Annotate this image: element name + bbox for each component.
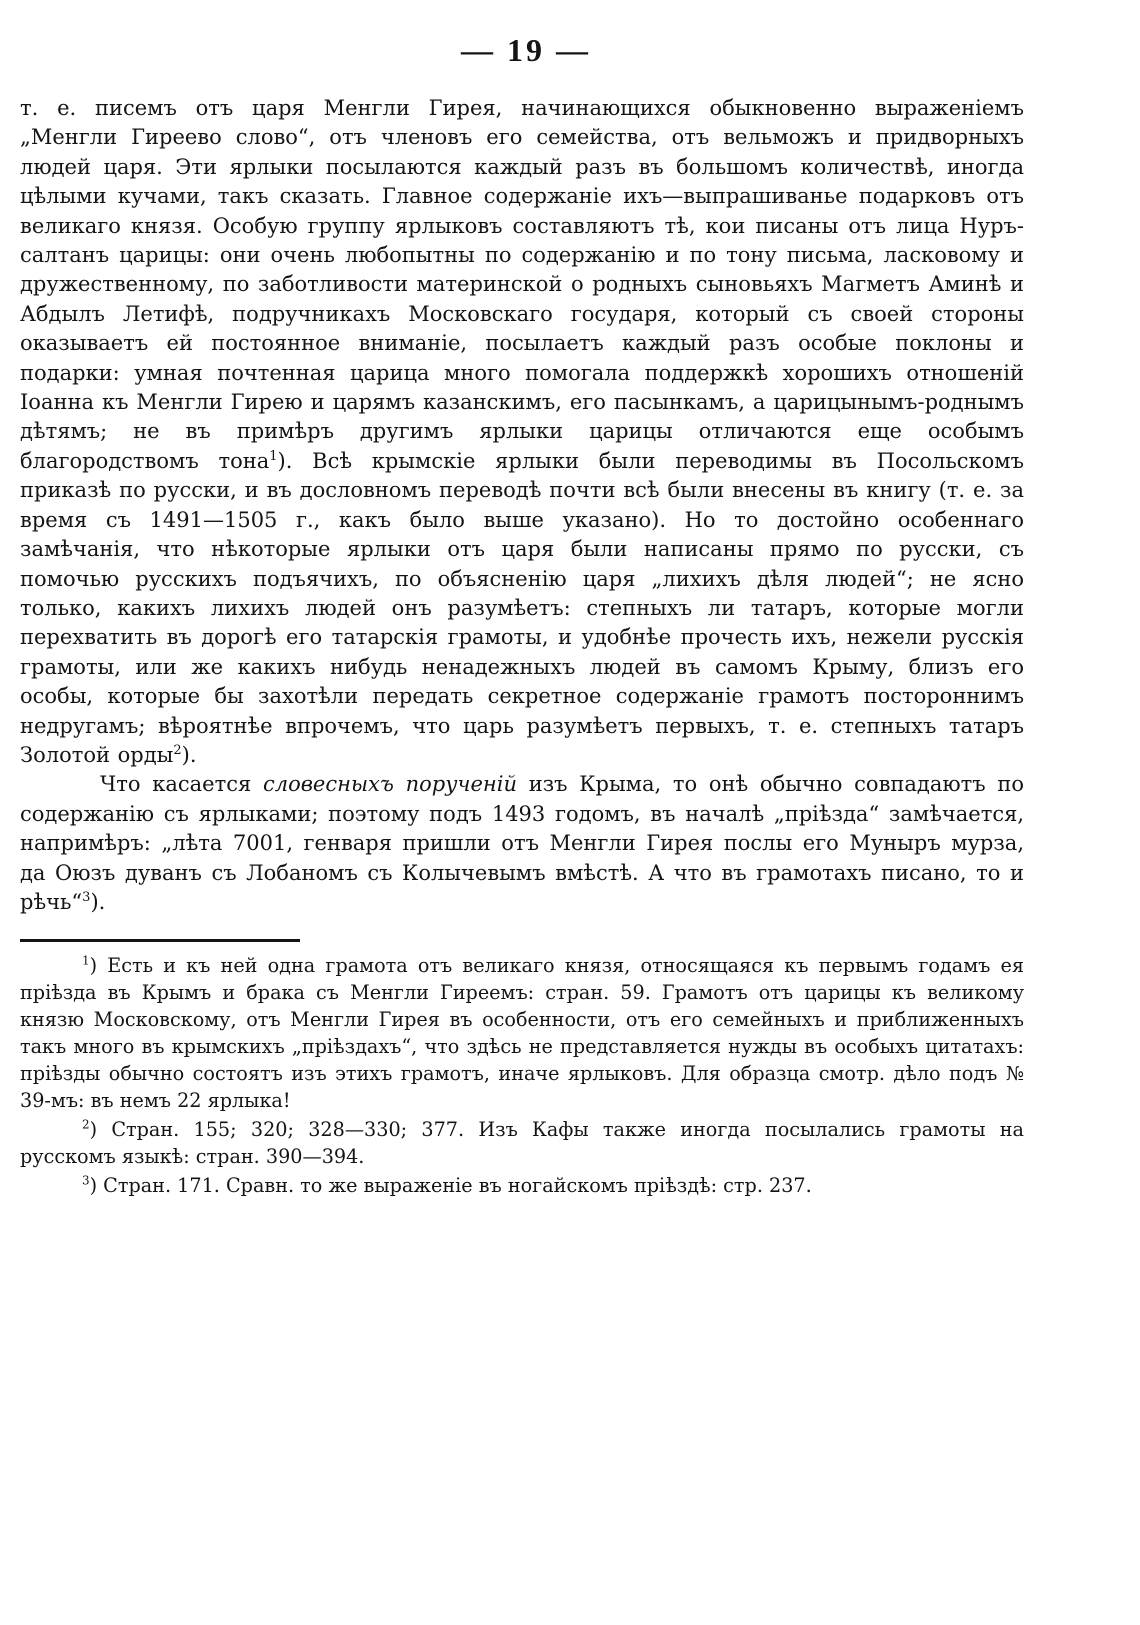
- page-number: — 19 —: [461, 32, 591, 68]
- footnote-2: [20, 1116, 1024, 1170]
- main-text: [20, 94, 1024, 917]
- paragraph-2-start: Что касается: [100, 772, 263, 797]
- footnotes: [20, 952, 1024, 1199]
- footnote-ref-1[interactable]: 1: [269, 448, 278, 464]
- footnote-3: [20, 1172, 1024, 1199]
- footnote-ref-3[interactable]: 3: [82, 889, 91, 905]
- paragraph-1-text: т. е. писемъ отъ царя Менгли Гирея, начинающихся обыкновенно выраженіемъ „Менгли Гиреево слово“, отъ членовъ его семейства, отъ вельможъ и придворныхъ людей царя. Эти ярлыки посылаются каждый разъ въ большомъ количествѣ, иногда цѣлыми кучами, такъ сказать. Главное содержаніе ихъ—выпрашиванье подарковъ отъ великаго князя. Особую группу ярлыковъ составляютъ тѣ, кои писаны отъ лица Нуръ-салтанъ царицы: они очень любопытны по содержанію и по тону письма, ласковому и дружественному, по заботливости материнской о родныхъ сыновьяхъ Магметъ Аминѣ и Абдылъ Летифѣ, подручникахъ Московскаго государя, который съ своей стороны оказываетъ ей постоянное вниманіе, посылаетъ каждый разъ особые поклоны и подарки: умная почтенная царица много помогала поддержкѣ хорошихъ отношеній Іоанна къ Менгли Гирею и царямъ казанскимъ, его пасынкамъ, а царицынымъ-роднымъ дѣтямъ; не въ примѣръ другимъ ярлыки царицы отличаются еще особымъ благородствомъ тона: [20, 96, 1024, 473]
- footnote-divider: [20, 939, 300, 942]
- footnote-3-marker: 3: [82, 1173, 90, 1188]
- footnote-2-text: ) Стран. 155; 320; 328—330; 377. Изъ Кафы также иногда посылались грамоты на русскомъ языкѣ: стран. 390—394.: [20, 1118, 1024, 1169]
- footnote-1-marker: 1: [82, 953, 90, 968]
- paragraph-2: [20, 770, 1024, 917]
- paragraph-1-end: ).: [181, 742, 197, 767]
- paragraph-2-end: ).: [90, 889, 106, 914]
- paragraph-1: [20, 94, 1024, 770]
- footnote-3-text: ) Стран. 171. Сравн. то же выраженіе въ ногайскомъ пріѣздѣ: стр. 237.: [89, 1174, 812, 1198]
- paragraph-1-continuation: ). Всѣ крымскіе ярлыки были переводимы въ Посольскомъ приказѣ по русски, и въ дословномъ переводѣ почти всѣ были внесены въ книгу (т. е. за время съ 1491—1505 г., какъ было выше указано). Но то достойно особеннаго замѣчанія, что нѣкоторые ярлыки отъ царя были написаны прямо по русски, съ помочью русскихъ подъячихъ, по объясненію царя „лихихъ дѣля людей“; не ясно только, какихъ лихихъ людей онъ разумѣетъ: степныхъ ли татаръ, которые могли перехватить въ дорогѣ его татарскія грамоты, и удобнѣе прочесть ихъ, нежели русскія грамоты, или же какихъ нибудь ненадежныхъ людей въ самомъ Крыму, близъ его особы, которые бы захотѣли передать секретное содержаніе грамотъ постороннимъ недругамъ; вѣроятнѣе впрочемъ, что царь разумѣетъ первыхъ, т. е. степныхъ татаръ Золотой орды: [20, 448, 1024, 767]
- paragraph-2-text: изъ Крыма, то онѣ обычно совпадаютъ по содержанію съ ярлыками; поэтому подъ 1493 годомъ, въ началѣ „пріѣзда“ замѣчается, напримѣръ: „лѣта 7001, генваря пришли отъ Менгли Гирея послы его Муныръ мурза, да Оюзъ дуванъ съ Лобаномъ съ Колычевымъ вмѣстѣ. А что въ грамотахъ писано, то и рѣчь“: [20, 772, 1024, 914]
- footnote-2-marker: 2: [82, 1117, 90, 1132]
- footnote-1-text: ) Есть и къ ней одна грамота отъ великаго князя, относящаяся къ первымъ годамъ ея пріѣзда въ Крымъ и брака съ Менгли Гиреемъ: стран. 59. Грамотъ отъ царицы къ великому князю Московскому, отъ Менгли Гирея въ особенности, отъ его семейныхъ и приближенныхъ такъ много въ крымскихъ „пріѣздахъ“, что здѣсь не представляется нужды въ особыхъ цитатахъ: пріѣзды обычно состоятъ изъ этихъ грамотъ, иначе ярлыковъ. Для образца смотр. дѣло подъ № 39-мъ: въ немъ 22 ярлыка!: [20, 954, 1024, 1113]
- paragraph-2-italic-term: словесныхъ порученій: [262, 772, 517, 797]
- footnote-ref-2[interactable]: 2: [173, 742, 182, 758]
- footnote-1: [20, 952, 1024, 1114]
